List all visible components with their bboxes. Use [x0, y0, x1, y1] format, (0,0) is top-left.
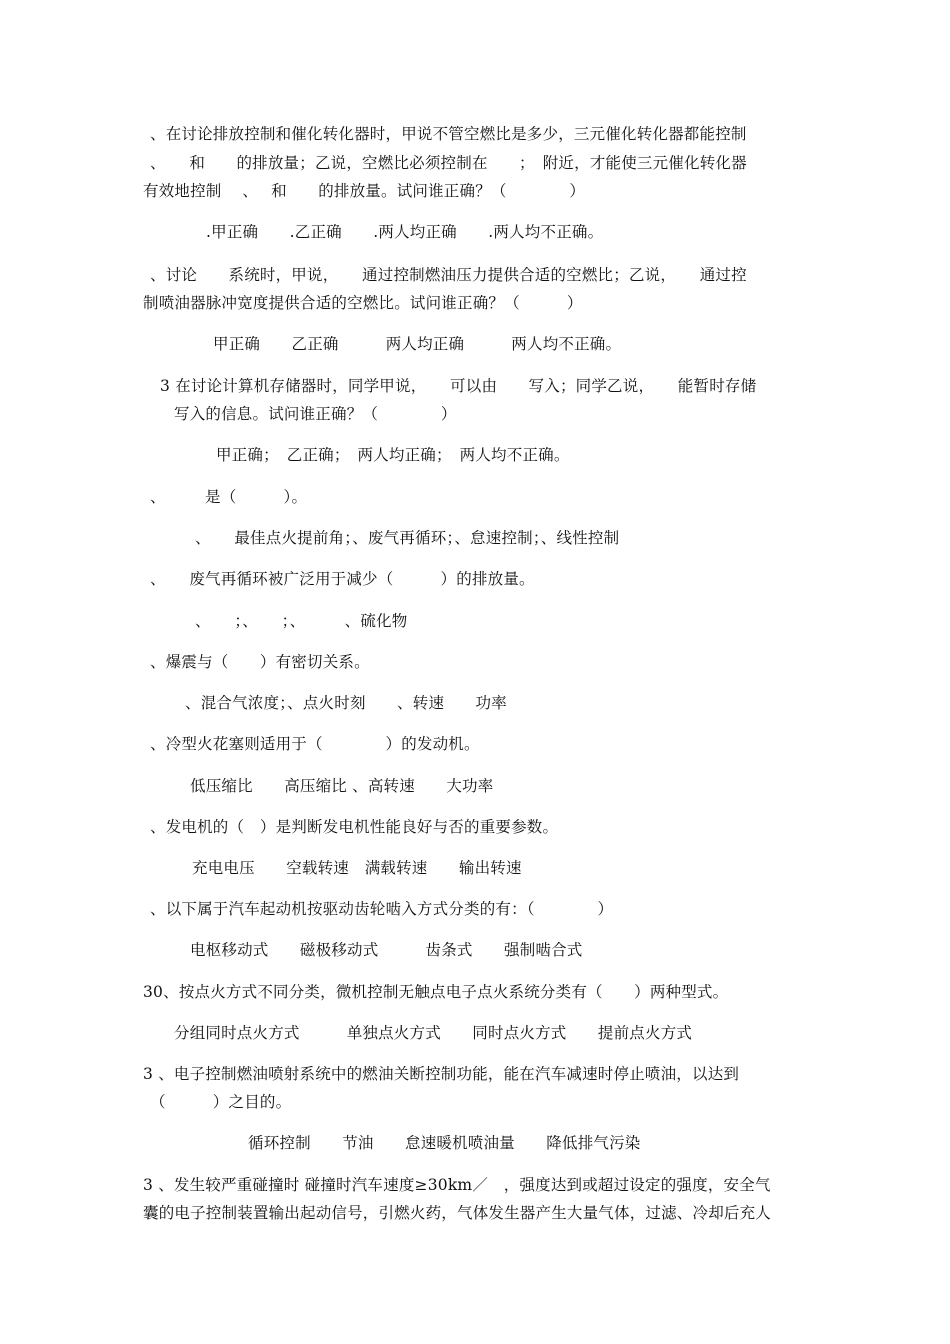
- question-stem-line: 、 和 的排放量；乙说，空燃比必须控制在 ； 附近，才能使三元催化转化器: [150, 154, 747, 172]
- question-stem-line: 、 废气再循环被广泛用于减少（ ）的排放量。: [150, 570, 535, 588]
- question-stem-line: 囊的电子控制装置输出起动信号，引燃火药，气体发生器产生大量气体，过滤、冷却后充人: [143, 1204, 772, 1222]
- question-stem-line: 、讨论 系统时，甲说， 通过控制燃油压力提供合适的空燃比；乙说， 通过控: [150, 266, 747, 284]
- question-options: .甲正确 .乙正确 .两人均正确 .两人均不正确。: [206, 223, 604, 241]
- question-stem-line: 3 、电子控制燃油喷射系统中的燃油关断控制功能，能在汽车减速时停止喷油，以达到: [143, 1065, 740, 1083]
- question-options: 分组同时点火方式 单独点火方式 同时点火方式 提前点火方式: [174, 1024, 693, 1042]
- question-options: 、混合气浓度；、点火时刻 、转速 功率: [185, 694, 507, 712]
- question-stem-line: （ ）之目的。: [150, 1093, 292, 1111]
- question-options: 充电电压 空载转速 满载转速 输出转速: [192, 859, 522, 877]
- question-stem-line: 、发电机的（ ）是判断发电机性能良好与否的重要参数。: [150, 818, 559, 836]
- question-stem-line: 有效地控制 、 和 的排放量。试问谁正确？（ ）: [143, 182, 586, 200]
- question-stem-line: 3 、发生较严重碰撞时 碰撞时汽车速度≥30km／ ，强度达到或超过设定的强度，安全气: [143, 1176, 771, 1194]
- question-stem-line: 30、按点火方式不同分类，微机控制无触点电子点火系统分类有（ ）两种型式。: [143, 983, 729, 1001]
- question-options: 循环控制 节油 怠速暖机喷油量 降低排气污染: [248, 1134, 641, 1152]
- question-options: 电枢移动式 磁极移动式 齿条式 强制啮合式: [190, 941, 583, 959]
- question-stem-line: 、以下属于汽车起动机按驱动齿轮啮入方式分类的有：（ ）: [150, 900, 614, 918]
- question-options: 、 ；、 ；、 、硫化物: [195, 612, 408, 630]
- question-stem-line: 制喷油器脉冲宽度提供合适的空燃比。试问谁正确？（ ）: [143, 294, 583, 312]
- question-stem-line: 、在讨论排放控制和催化转化器时，甲说不管空燃比是多少，三元催化转化器都能控制: [150, 125, 747, 143]
- question-stem-line: 、爆震与（ ）有密切关系。: [150, 653, 370, 671]
- question-stem-line: 、 是（ ）。: [150, 488, 308, 506]
- question-stem-line: 3 在讨论计算机存储器时，同学甲说， 可以由 写入；同学乙说， 能暂时存储: [160, 377, 757, 395]
- question-options: 甲正确 乙正确 两人均正确 两人均不正确。: [213, 335, 622, 353]
- question-stem-line: 写入的信息。试问谁正确？（ ）: [174, 405, 457, 423]
- question-options: 、 最佳点火提前角；、废气再循环；、怠速控制；、线性控制: [195, 529, 620, 547]
- question-options: 低压缩比 高压缩比 、高转速 大功率: [190, 777, 494, 795]
- question-options: 甲正确； 乙正确； 两人均正确； 两人均不正确。: [216, 446, 570, 464]
- question-stem-line: 、冷型火花塞则适用于（ ）的发动机。: [150, 735, 480, 753]
